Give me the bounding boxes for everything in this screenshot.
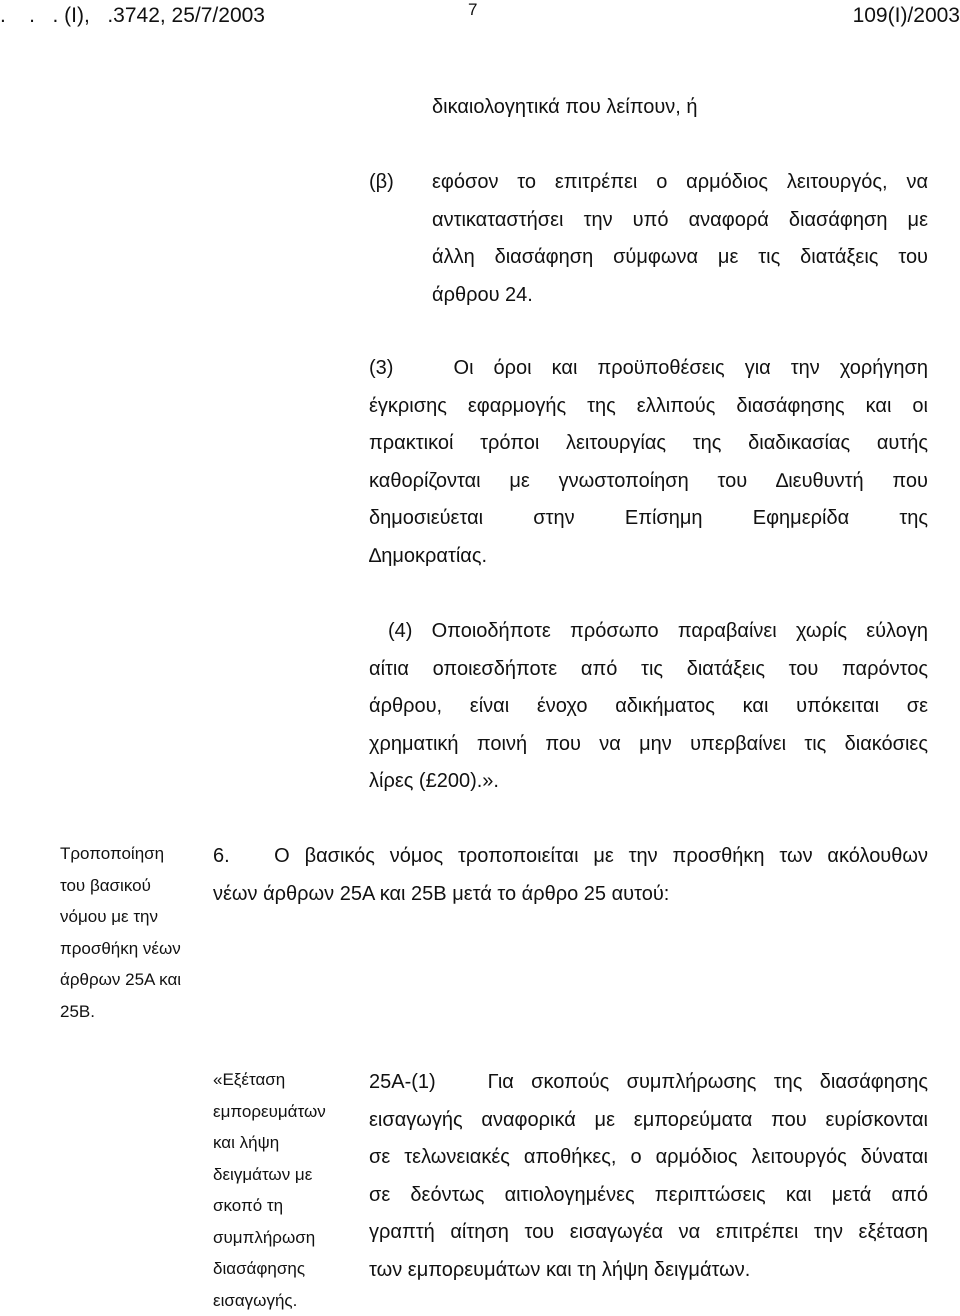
margin-note-line: εμπορευμάτων xyxy=(213,1096,363,1128)
article-25a-line: σε δεόντως αιτιολογημένες περιπτώσεις και μετά από xyxy=(369,1177,928,1215)
margin-note-line: 25Β. xyxy=(60,996,210,1028)
article-25a-line: των εμπορευμάτων και τη λήψη δειγμάτων. xyxy=(369,1252,928,1290)
margin-note-line: σκοπό τη xyxy=(213,1190,363,1222)
margin-note-line: Τροποποίηση xyxy=(60,838,210,870)
item-b-line: αντικαταστήσει την υπό αναφορά διασάφηση με xyxy=(432,202,928,240)
item-b-line: άλλη διασάφηση σύμφωνα με τις διατάξεις του xyxy=(432,239,928,277)
margin-note-line: εισαγωγής. xyxy=(213,1285,363,1316)
paragraph-4-line: (4) Οποιοδήποτε πρόσωπο παραβαίνει χωρίς εύλογη xyxy=(369,613,928,651)
article-25a-line: 25Α-(1) Για σκοπούς συμπλήρωσης της διασάφησης xyxy=(369,1064,928,1102)
paragraph-4-line: λίρες (£200).». xyxy=(369,763,928,801)
margin-note-line: διασάφησης xyxy=(213,1253,363,1285)
paragraph-3 xyxy=(369,350,928,575)
paragraph-3-line: πρακτικοί τρόποι λειτουργίας της διαδικασίας αυτής xyxy=(369,425,928,463)
margin-note-line: νόμου με την xyxy=(60,901,210,933)
section-6-line: 6. Ο βασικός νόμος τροποποιείται με την προσθήκη των ακόλουθων xyxy=(213,838,928,876)
page-number: 7 xyxy=(468,0,477,20)
header-right: 109(Ι)/2003 xyxy=(853,4,960,28)
margin-note-line: του βασικού xyxy=(60,870,210,902)
margin-note-line: «Εξέταση xyxy=(213,1064,363,1096)
header-left: . . . (Ι), .3742, 25/7/2003 xyxy=(0,4,265,28)
paragraph-3-line: (3) Οι όροι και προϋποθέσεις για την χορήγηση xyxy=(369,350,928,388)
article-25a-line: σε τελωνειακές αποθήκες, ο αρμόδιος λειτουργός δύναται xyxy=(369,1139,928,1177)
continuation-text: δικαιολογητικά που λείπουν, ή xyxy=(432,89,698,127)
item-b-line: άρθρου 24. xyxy=(432,277,928,315)
article-25a-line: γραπτή αίτηση του εισαγωγέα να επιτρέπει την εξέταση xyxy=(369,1214,928,1252)
article-25a-text xyxy=(369,1064,928,1289)
paragraph-4-line: άρθρου, είναι ένοχο αδικήματος και υπόκειται σε xyxy=(369,688,928,726)
section-6-text xyxy=(213,838,928,913)
section-6-line: νέων άρθρων 25Α και 25Β μετά το άρθρο 25 αυτού: xyxy=(213,876,928,914)
paragraph-3-line: καθορίζονται με γνωστοποίηση του ∆ιευθυντή που xyxy=(369,463,928,501)
margin-note-line: άρθρων 25Α και xyxy=(60,964,210,996)
item-b-label: (β) xyxy=(369,164,394,202)
item-b-text xyxy=(432,164,928,314)
paragraph-4-line: χρηματική ποινή που να μην υπερβαίνει τις διακόσιες xyxy=(369,726,928,764)
margin-note-line: προσθήκη νέων xyxy=(60,933,210,965)
margin-note-line: δειγμάτων με xyxy=(213,1159,363,1191)
article-25a-line: εισαγωγής αναφορικά με εμπορεύματα που ευρίσκονται xyxy=(369,1102,928,1140)
section-6-margin-note xyxy=(60,838,210,1027)
item-b-line: εφόσον το επιτρέπει ο αρμόδιος λειτουργός, να xyxy=(432,164,928,202)
paragraph-4-line: αίτια οποιεσδήποτε από τις διατάξεις του παρόντος xyxy=(369,651,928,689)
margin-note-line: και λήψη xyxy=(213,1127,363,1159)
margin-note-line: συμπλήρωση xyxy=(213,1222,363,1254)
article-25a-margin-note xyxy=(213,1064,363,1316)
paragraph-4 xyxy=(369,613,928,801)
paragraph-3-line: δημοσιεύεται στην Επίσημη Εφημερίδα της xyxy=(369,500,928,538)
paragraph-3-line: έγκρισης εφαρμογής της ελλιπούς διασάφησης και οι xyxy=(369,388,928,426)
paragraph-3-line: ∆ημοκρατίας. xyxy=(369,538,928,576)
